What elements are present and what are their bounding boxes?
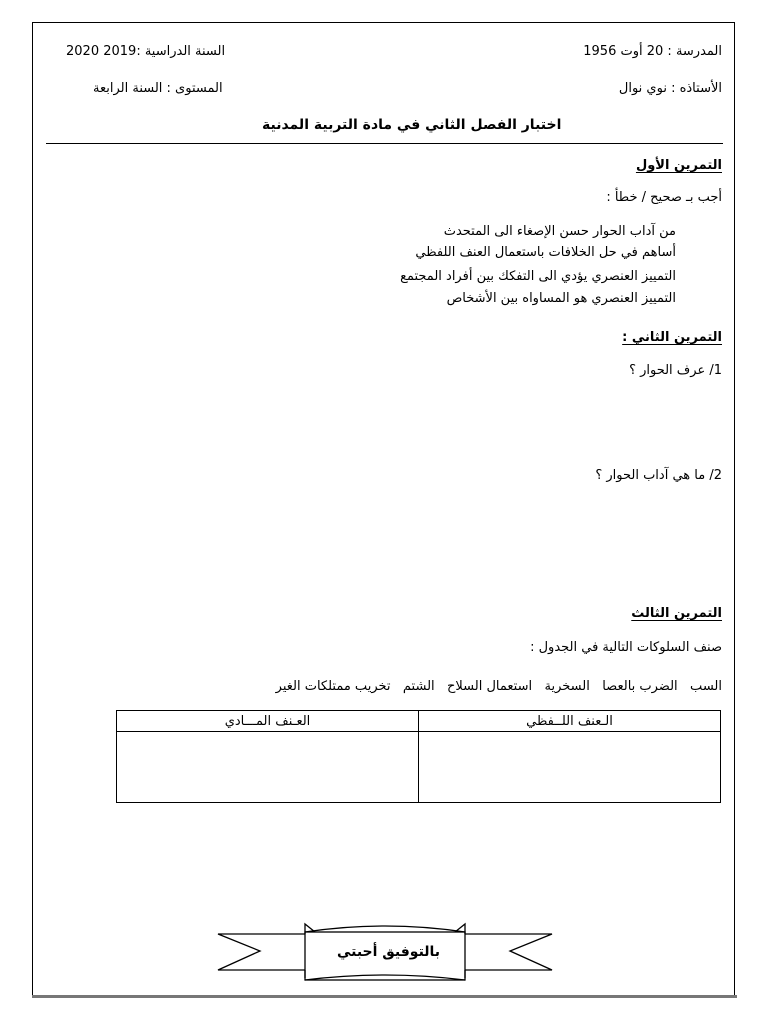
- classification-table: [116, 710, 721, 803]
- exam-page: [32, 22, 735, 996]
- statement-3: التمييز العنصري يؤدي الى التفكك بين أفراد المجتمع: [400, 269, 676, 284]
- statement-2: أساهم في حل الخلافات باستعمال العنف اللفظي: [415, 245, 676, 260]
- verbal-violence-cell[interactable]: [419, 732, 721, 803]
- physical-violence-cell[interactable]: [117, 732, 419, 803]
- question-1: 1/ عرف الحوار ؟: [629, 363, 722, 378]
- column-physical-violence: العـنف المـــادي: [117, 711, 419, 732]
- school-year: السنة الدراسية :2019 2020: [66, 44, 226, 59]
- exercise1-heading: التمرين الأول: [635, 158, 722, 173]
- teacher-name: الأستاذه : نوي نوال: [618, 81, 722, 96]
- banner-text: بالتوفيق أحبتي: [336, 944, 441, 960]
- statement-4: التمييز العنصري هو المساواه بين الأشخاص: [446, 291, 676, 306]
- school-name: المدرسة : 20 أوت 1956: [583, 44, 722, 59]
- exercise1-instruction: أجب بـ صحيح / خطأ :: [606, 190, 722, 205]
- page-bottom-border: [32, 995, 737, 998]
- exercise3-instruction: صنف السلوكات التالية في الجدول :: [530, 640, 722, 655]
- exercise3-heading: التمرين الثالث: [631, 606, 722, 621]
- statement-1: من آداب الحوار حسن الإصغاء الى المتحدث: [443, 224, 676, 239]
- exercise2-heading: التمرين الثاني :: [622, 330, 722, 345]
- behaviors-list: السب الضرب بالعصا السخرية استعمال السلاح الشتم تخريب ممتلكات الغير: [275, 679, 722, 694]
- title-divider: [46, 143, 723, 144]
- student-level: المستوى : السنة الرابعة: [93, 81, 223, 96]
- exam-title: اختبار الفصل الثاني في مادة التربية المدنية: [262, 117, 562, 133]
- column-verbal-violence: الـعنف اللــفظي: [419, 711, 721, 732]
- question-2: 2/ ما هي آداب الحوار ؟: [595, 468, 722, 483]
